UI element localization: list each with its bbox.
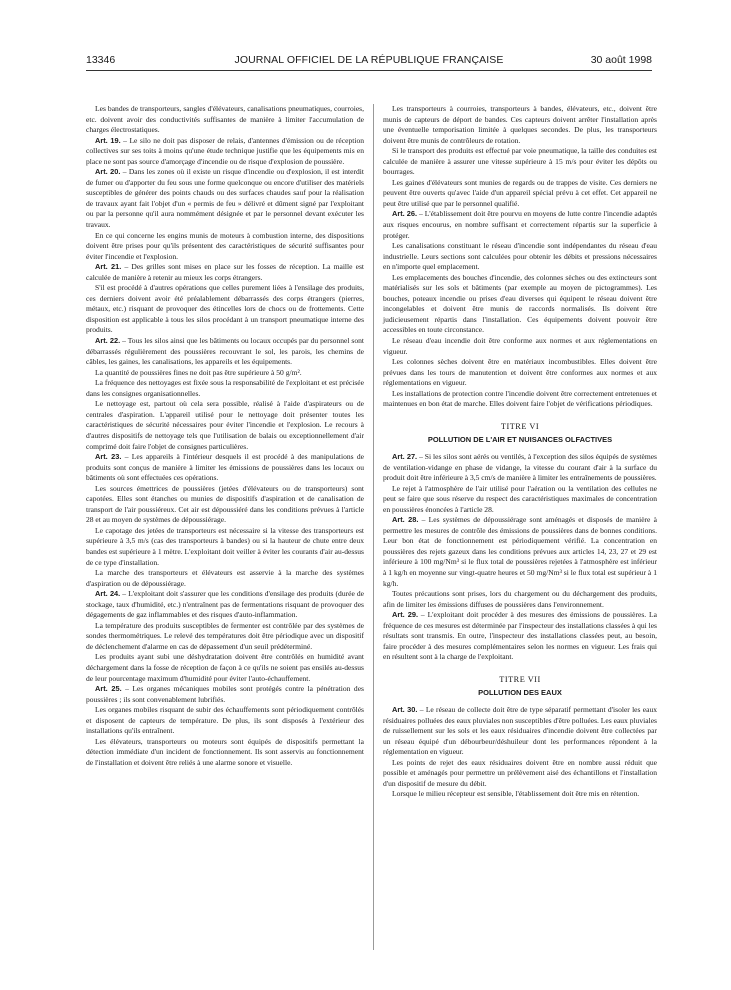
paragraph bbox=[86, 399, 364, 452]
article-number: Art. 27. bbox=[392, 451, 418, 461]
column-divider bbox=[373, 104, 374, 950]
paragraph-text: – Si les silos sont aérés ou ventilés, à l'exception des silos équipés de systèmes de ventilation-vidange en phase de vidange, la vitesse du courant d'air à la surface du produit doit être inférieure à 3,5 cm/s de manière à limiter les entraînements de poussières. bbox=[383, 451, 657, 483]
section-title: TITRE VI bbox=[500, 421, 540, 431]
paragraph-text: Les points de rejet des eaux résiduaires doivent être en nombre aussi réduit que possible et aménagés pour permettre un prélèvement aisé des échantillons et l'installation d'un dispositif de mesure du débit. bbox=[383, 757, 657, 788]
paragraph-text: Le nettoyage est, partout où cela sera possible, réalisé à l'aide d'aspirateurs ou de centrales d'aspiration. L'appareil utilisé pour le nettoyage doit présenter toutes les caractéristiques de sécurité nécessaires pour éviter l'incendie et l'explosion. Le recours à d'autres dispositifs de nettoyage tels que l'utilisation de balais ou exceptionnellement d'air comprimé doit faire l'objet de consignes particulières. bbox=[86, 399, 364, 451]
section-subtitle: POLLUTION DES EAUX bbox=[478, 688, 562, 698]
section-subtitle: POLLUTION DE L'AIR ET NUISANCES OLFACTIVES bbox=[427, 435, 613, 445]
paragraph-text: La température des produits susceptibles de fermenter est contrôlée par des systèmes de sondes thermométriques. Le relevé des températures doit être périodique avec un dispositif de déclenchement d'alarme en cas de dépassement d'un seuil prédéterminé. bbox=[86, 620, 364, 651]
article-paragraph bbox=[383, 515, 657, 589]
paragraph-text: Les canalisations constituant le réseau d'incendie sont indépendantes du réseau d'eau industrielle. Leurs sections sont calculées pour obtenir les débits et pressions nécessaires en n'importe quel emplacement. bbox=[383, 241, 657, 272]
article-number: Art. 20. bbox=[95, 167, 121, 177]
left-column bbox=[86, 104, 364, 768]
article-number: Art. 28. bbox=[392, 515, 419, 525]
paragraph bbox=[383, 589, 657, 610]
article-paragraph bbox=[86, 336, 364, 368]
article-number: Art. 19. bbox=[95, 135, 121, 145]
paragraph-text: – L'exploitant doit s'assurer que les conditions d'ensilage des produits (durée de stockage, taux d'humidité, etc.) n'entraînent pas de fermentations risquant de provoquer des dégagements de gaz inflammables et des risques d'auto-inflammation. bbox=[86, 589, 364, 620]
paragraph bbox=[383, 389, 657, 410]
paragraph bbox=[383, 758, 657, 790]
paragraph bbox=[383, 178, 657, 210]
article-paragraph bbox=[86, 684, 364, 705]
paragraph bbox=[383, 484, 657, 516]
paragraph bbox=[383, 273, 657, 336]
paragraph bbox=[86, 568, 364, 589]
article-number: Art. 30. bbox=[392, 704, 418, 714]
article-paragraph bbox=[383, 610, 657, 663]
paragraph bbox=[383, 357, 657, 389]
article-paragraph bbox=[86, 136, 364, 168]
article-number: Art. 21. bbox=[95, 262, 122, 272]
paragraph bbox=[86, 526, 364, 568]
header-rule bbox=[86, 70, 652, 71]
paragraph-text: Les produits ayant subi une déshydratation doivent être contrôlés en humidité avant déchargement dans la fosse de réception de façon à ce qu'ils ne soient pas ensilés au-dessus de leur pourcentage maximum d'humidité pour éviter l'auto-échauffement. bbox=[86, 652, 364, 683]
article-number: Art. 25. bbox=[95, 684, 122, 694]
publication-date: 30 août 1998 bbox=[590, 54, 652, 66]
paragraph-text: Les emplacements des bouches d'incendie, des colonnes sèches ou des extincteurs sont matérialisés sur les sols et bâtiments (par exemple au moyen de pictogrammes). Les bouches, poteaux incendie ou prises d'eau diverses qui équipent le réseau doivent être incongelables et doivent être munis de raccords normalisés. Ils doivent être judicieusement répartis dans l'installation. Ces équipements doivent pouvoir être accessibles en toute circonstance. bbox=[383, 272, 657, 335]
paragraph bbox=[86, 283, 364, 336]
paragraph bbox=[383, 146, 657, 178]
paragraph bbox=[383, 789, 657, 800]
paragraph bbox=[86, 378, 364, 399]
journal-title: JOURNAL OFFICIEL DE LA RÉPUBLIQUE FRANÇAISE bbox=[234, 54, 504, 66]
paragraph-text: La marche des transporteurs et élévateurs est asservie à la marche des systèmes d'aspiration ou de dépoussiérage. bbox=[86, 568, 364, 588]
page-header bbox=[86, 54, 652, 70]
paragraph-text: Les gaines d'élévateurs sont munies de regards ou de trappes de visite. Ces derniers ne peuvent être ouverts qu'avec l'aide d'un appareil spécial prévu à cet effet. Cet appareil ne peut être utilisé que par le personnel qualifié. bbox=[383, 177, 657, 208]
paragraph-text: Si le transport des produits est effectué par voie pneumatique, la taille des conduites est calculée de manière à assurer une vitesse supérieure à 15 m/s pour éviter les dépôts ou bourrages. bbox=[383, 146, 657, 177]
article-number: Art. 29. bbox=[392, 610, 419, 620]
paragraph-text: Les élévateurs, transporteurs ou moteurs sont équipés de dispositifs permettant la détection immédiate d'un incident de fonctionnement. Ils sont asservis au fonctionnement de l'installation et doivent être reliés à une alarme sonore et visuelle. bbox=[86, 736, 364, 767]
paragraph-text: – Les systèmes de dépoussiérage sont aménagés et disposés de manière à permettre les mesures de contrôle des émissions de poussières dans de bonnes conditions. Leur bon état de fonctionnement est périodiquement vérifié. La concentration en poussières des rejets gazeux dans les conditions prévues aux articles 14, 23, 27 et 29 est inférieure à 100 mg/Nm³ si le flux total de poussières rejetées à l'atmosphère est inférieur à 1 kg/h en moyenne sur vingt-quatre heures et 50 mg/Nm³ si le flux total est supérieur à 1 kg/h. bbox=[383, 515, 657, 588]
page-number: 13346 bbox=[86, 54, 116, 66]
paragraph-text: – Les organes mécaniques mobiles sont protégés contre la pénétration des poussières ; ils sont convenablement lubrifiés. bbox=[86, 684, 364, 704]
paragraph-text: Les installations de protection contre l'incendie doivent être correctement entretenues et maintenues en bon état de marche. Elles doivent faire l'objet de vérifications périodiques. bbox=[383, 388, 657, 409]
article-number: Art. 22. bbox=[95, 336, 121, 346]
article-number: Art. 23. bbox=[95, 452, 122, 462]
paragraph bbox=[86, 705, 364, 737]
paragraph bbox=[86, 231, 364, 263]
paragraph bbox=[86, 104, 364, 136]
article-paragraph bbox=[86, 262, 364, 283]
article-paragraph bbox=[383, 452, 657, 484]
paragraph-text: – Le silo ne doit pas disposer de relais, d'antennes d'émission ou de réception collectives sur ses toits à moins qu'une étude technique justifie que les équipements mis en place ne sont pas source d'amorçage d'incendie ou de risque d'explosion de poussière. bbox=[86, 135, 364, 166]
paragraph-text: Les bandes de transporteurs, sangles d'élévateurs, canalisations pneumatiques, courroies, etc. doivent avoir des conductivités suffisantes de manière à limiter l'accumulation de charges électrostatiques. bbox=[86, 104, 364, 135]
section-title: TITRE VII bbox=[499, 674, 541, 684]
paragraph-text: Le réseau d'eau incendie doit être conforme aux normes et aux réglementations en vigueur. bbox=[383, 336, 657, 356]
paragraph-text: Les colonnes sèches doivent être en matériaux incombustibles. Elles doivent être prévues dans les tours de manutention et doivent être conformes aux normes et aux réglementations en vigueur. bbox=[383, 357, 657, 388]
article-paragraph bbox=[86, 167, 364, 230]
paragraph-text: – Des grilles sont mises en place sur les fosses de réception. La maille est calculée de manière à retenir au mieux les corps étrangers. bbox=[86, 262, 364, 282]
paragraph bbox=[86, 621, 364, 653]
paragraph-text: Les sources émettrices de poussières (jetées d'élévateurs ou de transporteurs) sont capotées. Elles sont étanches ou munies de dispositifs d'aspiration et de canalisation de transport de l'air poussiéreux. Cet air est dépoussiéré dans les conditions prévues à l'article 28 et au moyen de systèmes de dépoussiérage. bbox=[86, 483, 364, 525]
paragraph-text: Les organes mobiles risquant de subir des échauffements sont périodiquement contrôlés et disposent de capteurs de température. De plus, ils sont disposés à l'extérieur des installations qu'ils entraînent. bbox=[86, 705, 364, 736]
paragraph-text: Lorsque le milieu récepteur est sensible, l'établissement doit être mis en rétention. bbox=[392, 789, 640, 799]
paragraph bbox=[86, 484, 364, 526]
paragraph bbox=[383, 241, 657, 273]
paragraph bbox=[86, 652, 364, 684]
article-paragraph bbox=[383, 209, 657, 241]
paragraph-text: – Les appareils à l'intérieur desquels il est procédé à des manipulations de produits sont conçus de manière à limiter les émissions de poussières dans les locaux ou bâtiments où sont effectuées ces opérations. bbox=[86, 452, 364, 483]
paragraph-text: En ce qui concerne les engins munis de moteurs à combustion interne, des dispositions doivent être prises pour qu'ils présentent des caractéristiques de sécurité suffisantes pour éviter l'incendie et l'explosion. bbox=[86, 230, 364, 261]
paragraph bbox=[383, 336, 657, 357]
paragraph-text: – L'exploitant doit procéder à des mesures des émissions de poussières. La fréquence de ces mesures est déterminée par l'inspecteur des installations classées à qui les résultats sont transmis. En outre, l'inspecteur des installations classées peut, au besoin, faire procéder à des mesures complémentaires selon les normes en vigueur. Les frais qui en résultent sont à la charge de l'exploitant. bbox=[383, 610, 657, 662]
paragraph bbox=[383, 104, 657, 146]
paragraph-text: Le capotage des jetées de transporteurs est nécessaire si la vitesse des transporteurs est supérieure à 3,5 m/s (cas des transporteurs à bandes) ou si la hauteur de chute entre deux bandes est supérieure à 1 mètre. L'exploitant doit veiller à éviter les courants d'air au-dessus de ce type d'installation. bbox=[86, 525, 364, 567]
article-paragraph bbox=[383, 705, 657, 758]
paragraph-text: – Le réseau de collecte doit être de type séparatif permettant d'isoler les eaux résiduaires polluées des eaux pluviales non susceptibles d'être polluées. Les eaux pluviales de ruissellement sur les sols et les eaux résiduaires d'incendie doivent être collectées par un réseau équipé d'un débourbeur/déshuileur dont les performances répondent à la réglementation en vigueur. bbox=[383, 704, 658, 757]
article-paragraph bbox=[86, 589, 364, 621]
paragraph-text: Le rejet à l'atmosphère de l'air utilisé pour l'aération ou la ventilation des cellules ne peut se faire que sous réserve du respect des caractéristiques maximales de concentration en poussières énoncées à l'article 28. bbox=[383, 483, 657, 514]
paragraph-text: La fréquence des nettoyages est fixée sous la responsabilité de l'exploitant et est précisée dans les consignes organisationnelles. bbox=[86, 378, 364, 398]
paragraph bbox=[86, 737, 364, 769]
article-number: Art. 26. bbox=[392, 209, 418, 219]
paragraph-text: – L'établissement doit être pourvu en moyens de lutte contre l'incendie adaptés aux risques encourus, en nombre suffisant et correctement répartis sur la superficie à protéger. bbox=[383, 209, 657, 240]
right-column bbox=[383, 104, 657, 800]
paragraph bbox=[86, 368, 364, 379]
paragraph-text: La quantité de poussières fines ne doit pas être supérieure à 50 g/m². bbox=[95, 367, 302, 377]
paragraph-text: S'il est procédé à d'autres opérations que celles purement liées à l'ensilage des produits, ces derniers doivent avoir été préalablement débarrassés des corps étrangers (pierres, métaux, etc.) risquant de provoquer des étincelles lors de chocs ou de frottements. Cette disposition est applicable à tous les silos procédant à un transport pneumatique interne des produits. bbox=[86, 283, 364, 335]
paragraph-text: Toutes précautions sont prises, lors du chargement ou du déchargement des produits, afin de limiter les émissions diffuses de poussières dans l'environnement. bbox=[383, 589, 657, 609]
paragraph-text: – Tous les silos ainsi que les bâtiments ou locaux occupés par du personnel sont débarrassés régulièrement des poussières recouvrant le sol, les parois, les chemins de câbles, les gaines, les canalisations, les appareils et les équipements. bbox=[86, 336, 364, 367]
paragraph-text: Les transporteurs à courroies, transporteurs à bandes, élévateurs, etc., doivent être munis de capteurs de déport de bandes. Ces capteurs doivent arrêter l'installation après une éventuelle temporisation limitée à quelques secondes. De plus, les transporteurs doivent être munis de contrôleurs de rotation. bbox=[383, 104, 657, 145]
article-paragraph bbox=[86, 452, 364, 484]
article-number: Art. 24. bbox=[95, 589, 121, 599]
paragraph-text: – Dans les zones où il existe un risque d'incendie ou d'explosion, il est interdit de fumer ou d'apporter du feu sous une forme quelconque ou encore d'utiliser des matériels susceptibles de générer des points chauds ou des surfaces chaudes sauf pour la réalisation de travaux ayant fait l'objet d'un « permis de feu » délivré et dûment signé par l'exploitant ou par la personne qu'il aura nommément désignée et par le personnel devant exécuter les travaux. bbox=[86, 167, 364, 230]
